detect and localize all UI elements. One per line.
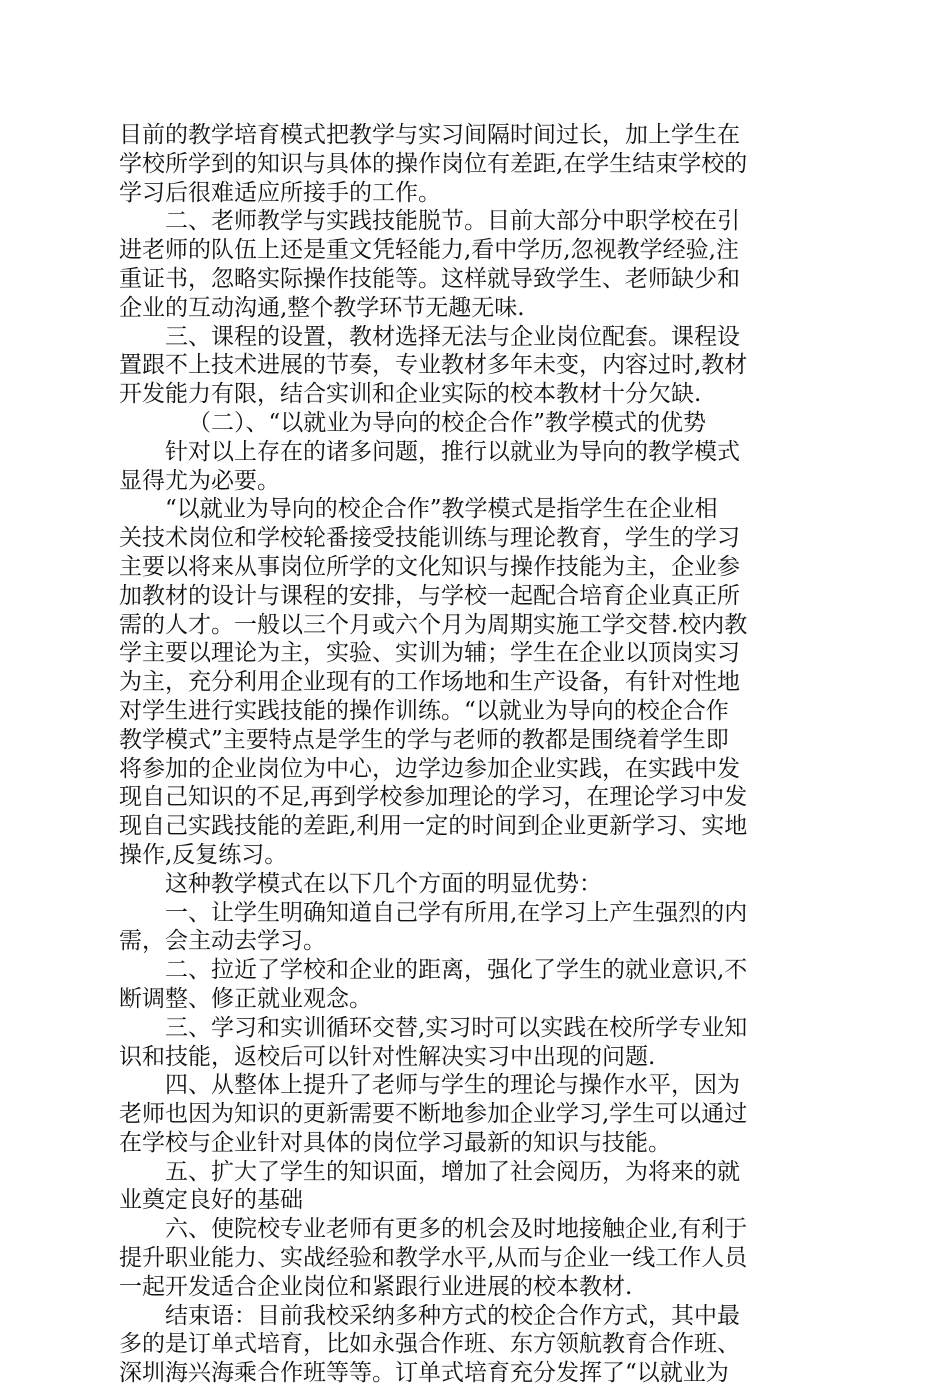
text-line: 一、让学生明确知道自己学有所用,在学习上产生强烈的内 bbox=[165, 899, 748, 926]
text-line: 开发能力有限，结合实训和企业实际的校本教材十分欠缺. bbox=[119, 381, 702, 408]
text-line: 老师也因为知识的更新需要不断地参加企业学习,学生可以通过 bbox=[119, 1101, 748, 1128]
text-line: 目前的教学培育模式把教学与实习间隔时间过长，加上学生在 bbox=[119, 122, 740, 148]
text-line: 二、老师教学与实践技能脱节。目前大部分中职学校在引 bbox=[165, 208, 740, 235]
text-line: 三、课程的设置，教材选择无法与企业岗位配套。课程设 bbox=[165, 323, 740, 350]
paragraph bbox=[119, 1071, 803, 1157]
text-line: 重证书，忽略实际操作技能等。这样就导致学生、老师缺少和 bbox=[119, 265, 740, 292]
text-line: 显得尤为必要。 bbox=[119, 467, 280, 494]
paragraph bbox=[119, 323, 803, 409]
paragraph bbox=[119, 899, 803, 957]
text-line: 这种教学模式在以下几个方面的明显优势： bbox=[165, 870, 602, 897]
text-line: 二、拉近了学校和企业的距离，强化了学生的就业意识,不 bbox=[165, 957, 748, 984]
paragraph bbox=[119, 438, 803, 496]
text-line: 四、从整体上提升了老师与学生的理论与操作水平，因为 bbox=[165, 1072, 740, 1099]
text-line: 加教材的设计与课程的安排，与学校一起配合培育企业真正所 bbox=[119, 582, 740, 609]
paragraph bbox=[119, 956, 803, 1014]
text-line: 置跟不上技术进展的节奏，专业教材多年未变，内容过时,教材 bbox=[119, 352, 748, 379]
text-line: 进老师的队伍上还是重文凭轻能力,看中学历,忽视教学经验,注 bbox=[119, 237, 739, 264]
paragraph bbox=[119, 121, 803, 207]
text-line: “以就业为导向的校企合作”教学模式是指学生在企业相 bbox=[165, 496, 718, 523]
text-line: 教学模式”主要特点是学生的学与老师的教都是围绕着学生即 bbox=[119, 726, 729, 753]
text-line: 操作,反复练习。 bbox=[119, 841, 288, 868]
paragraph bbox=[119, 207, 803, 322]
text-line: 将参加的企业岗位为中心，边学边参加企业实践，在实践中发 bbox=[119, 755, 740, 782]
text-line: 提升职业能力、实战经验和教学水平,从而与企业一线工作人员 bbox=[119, 1245, 748, 1272]
text-line: 结束语：目前我校采纳多种方式的校企合作方式，其中最 bbox=[165, 1302, 740, 1329]
section-heading-line: （二）、“以就业为导向的校企合作”教学模式的优势 bbox=[188, 409, 707, 436]
text-line: 断调整、修正就业观念。 bbox=[119, 985, 372, 1012]
text-line: 需的人才。一般以三个月或六个月为周期实施工学交替.校内教 bbox=[119, 611, 748, 638]
text-line: 识和技能，返校后可以针对性解决实习中出现的问题. bbox=[119, 1043, 656, 1070]
text-line: 学校所学到的知识与具体的操作岗位有差距,在学生结束学校的 bbox=[119, 150, 748, 177]
text-line: 对学生进行实践技能的操作训练。“以就业为导向的校企合作 bbox=[119, 697, 729, 724]
text-line: 学习后很难适应所接手的工作。 bbox=[119, 179, 441, 206]
text-line: 需，会主动去学习。 bbox=[119, 928, 326, 955]
paragraph bbox=[119, 409, 803, 438]
paragraph bbox=[119, 1158, 803, 1216]
text-line: 为主，充分利用企业现有的工作场地和生产设备，有针对性地 bbox=[119, 669, 740, 696]
text-line: 现自己实践技能的差距,利用一定的时间到企业更新学习、实地 bbox=[119, 813, 748, 840]
text-line: 企业的互动沟通,整个教学环节无趣无味. bbox=[119, 294, 525, 321]
text-line: 三、学习和实训循环交替,实习时可以实践在校所学专业知 bbox=[165, 1014, 748, 1041]
text-line: 多的是订单式培育，比如永强合作班、东方领航教育合作班、 bbox=[119, 1331, 740, 1358]
text-line: 针对以上存在的诸多问题，推行以就业为导向的教学模式 bbox=[165, 438, 740, 465]
paragraph bbox=[119, 1215, 803, 1301]
paragraph bbox=[119, 870, 803, 899]
text-line: 五、扩大了学生的知识面，增加了社会阅历，为将来的就 bbox=[165, 1158, 740, 1185]
paragraph bbox=[119, 1302, 803, 1388]
text-line: 一起开发适合企业岗位和紧跟行业进展的校本教材. bbox=[119, 1273, 633, 1300]
paragraph bbox=[119, 495, 803, 869]
paragraph bbox=[119, 1014, 803, 1072]
text-line: 六、使院校专业老师有更多的机会及时地接触企业,有利于 bbox=[165, 1216, 748, 1243]
document-page bbox=[119, 121, 803, 1388]
text-line: 深圳海兴海乘合作班等等。订单式培育充分发挥了“以就业为 bbox=[119, 1360, 729, 1387]
text-line: 关技术岗位和学校轮番接受技能训练与理论教育，学生的学习 bbox=[119, 525, 740, 552]
text-line: 学主要以理论为主，实验、实训为辅；学生在企业以顶岗实习 bbox=[119, 640, 740, 667]
text-line: 主要以将来从事岗位所学的文化知识与操作技能为主，企业参 bbox=[119, 553, 740, 580]
text-line: 业奠定良好的基础 bbox=[119, 1187, 303, 1214]
text-line: 在学校与企业针对具体的岗位学习最新的知识与技能。 bbox=[119, 1129, 671, 1156]
text-line: 现自己知识的不足,再到学校参加理论的学习，在理论学习中发 bbox=[119, 784, 748, 811]
